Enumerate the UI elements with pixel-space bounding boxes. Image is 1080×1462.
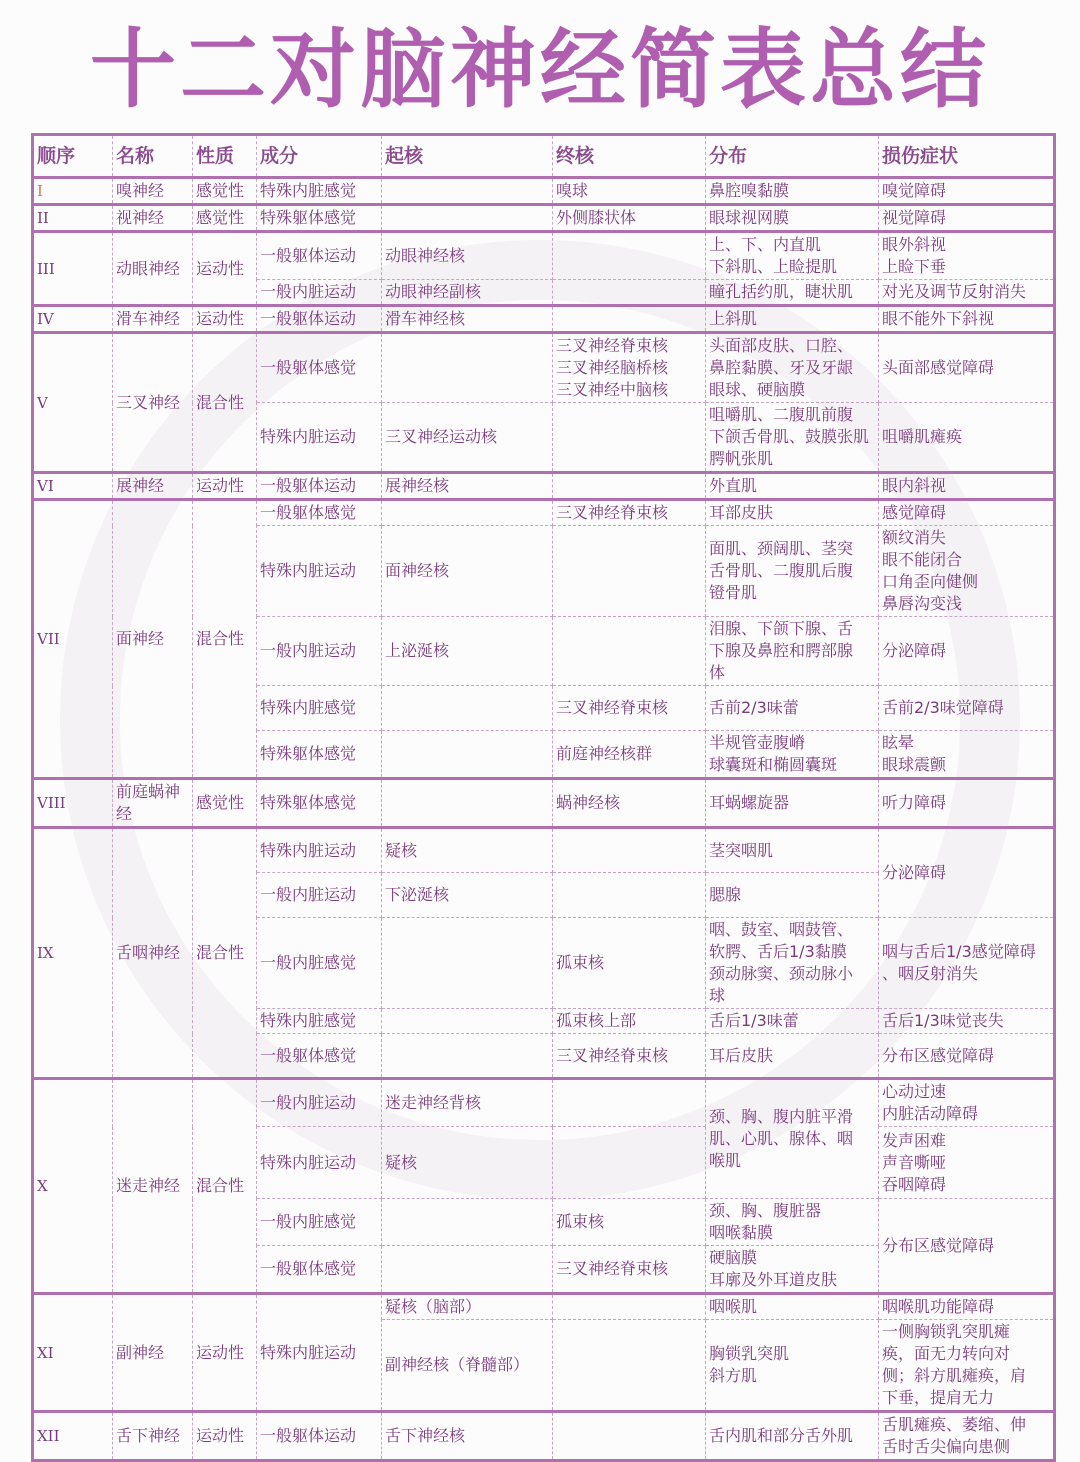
header-injury-symptoms: 损伤症状 [879, 135, 1055, 178]
table-cell [553, 873, 706, 918]
table-cell: 外直肌 [706, 473, 879, 500]
page-title: 十二对脑神经简表总结 [90, 20, 990, 120]
table-cell: 耳部皮肤 [706, 500, 879, 526]
table-row [33, 828, 1055, 873]
table-cell: 硬脑膜 耳廓及外耳道皮肤 [706, 1246, 879, 1294]
table-cell: 咀嚼肌、二腹肌前腹 下颌舌骨肌、鼓膜张肌 腭帆张肌 [706, 403, 879, 473]
table-cell [553, 403, 706, 473]
table-cell: 特殊躯体感觉 [257, 731, 382, 779]
table-cell: III [33, 232, 113, 306]
table-cell: IV [33, 306, 113, 333]
table-cell: 展神经 [113, 473, 193, 500]
table-cell: 眩晕 眼球震颤 [879, 731, 1055, 779]
header-distribution: 分布 [706, 135, 879, 178]
table-cell: 迷走神经 [113, 1079, 193, 1294]
table-cell: 茎突咽肌 [706, 828, 879, 873]
table-cell: 嗅神经 [113, 178, 193, 205]
table-cell: 分布区感觉障碍 [879, 1199, 1055, 1294]
table-cell: 滑车神经 [113, 306, 193, 333]
table-cell: 三叉神经脊束核 [553, 1034, 706, 1079]
table-cell: XII [33, 1412, 113, 1461]
table-cell [382, 333, 553, 403]
table-cell: 听力障碍 [879, 779, 1055, 828]
table-row [33, 473, 1055, 500]
table-cell: 感觉性 [193, 205, 257, 232]
table-cell: 运动性 [193, 473, 257, 500]
table-cell: 一般躯体运动 [257, 473, 382, 500]
table-cell: 舌前2/3味觉障碍 [879, 686, 1055, 731]
table-cell [382, 178, 553, 205]
table-cell: 发声困难 声音嘶哑 吞咽障碍 [879, 1127, 1055, 1199]
table-cell: 疑核 [382, 1127, 553, 1199]
table-cell: 对光及调节反射消失 [879, 280, 1055, 306]
table-cell: 孤束核上部 [553, 1009, 706, 1034]
table-cell: 混合性 [193, 1079, 257, 1294]
table-cell: 特殊内脏运动 [257, 1127, 382, 1199]
table-cell: 鼻腔嗅黏膜 [706, 178, 879, 205]
header-name: 名称 [113, 135, 193, 178]
table-cell: 头面部皮肤、口腔、 鼻腔黏膜、牙及牙龈 眼球、硬脑膜 [706, 333, 879, 403]
table-cell: 感觉障碍 [879, 500, 1055, 526]
table-cell: 特殊躯体感觉 [257, 779, 382, 828]
table-cell: 一般躯体感觉 [257, 1246, 382, 1294]
table-cell: 特殊内脏运动 [257, 1294, 382, 1412]
table-row [33, 1079, 1055, 1127]
table-cell [553, 1079, 706, 1127]
table-cell [382, 731, 553, 779]
table-cell: 一般内脏运动 [257, 1079, 382, 1127]
table-cell: 特殊内脏感觉 [257, 686, 382, 731]
table-cell: 一般躯体运动 [257, 1412, 382, 1461]
table-cell: 一般躯体感觉 [257, 500, 382, 526]
table-cell: 眼球视网膜 [706, 205, 879, 232]
table-row [33, 333, 1055, 403]
table-cell: 咽喉肌功能障碍 [879, 1294, 1055, 1320]
table-row [33, 1412, 1055, 1461]
table-row [33, 232, 1055, 280]
table-cell: 疑核（脑部） [382, 1294, 553, 1320]
header-row [33, 135, 1055, 178]
table-cell: 颈、胸、腹内脏平滑 肌、心肌、腺体、咽 喉肌 [706, 1079, 879, 1199]
table-cell: 运动性 [193, 232, 257, 306]
table-cell: VIII [33, 779, 113, 828]
table-cell: 眼内斜视 [879, 473, 1055, 500]
table-cell: 嗅觉障碍 [879, 178, 1055, 205]
table-cell: 混合性 [193, 333, 257, 473]
table-cell: 一般内脏运动 [257, 873, 382, 918]
table-cell: 咽、鼓室、咽鼓管、 软腭、舌后1/3黏膜 颈动脉窦、颈动脉小 球 [706, 918, 879, 1009]
table-cell: 下泌涎核 [382, 873, 553, 918]
table-cell: 混合性 [193, 828, 257, 1079]
table-cell: 咽与舌后1/3感觉障碍 、咽反射消失 [879, 918, 1055, 1009]
table-cell: 蜗神经核 [553, 779, 706, 828]
table-cell: 面神经 [113, 500, 193, 779]
table-cell: 外侧膝状体 [553, 205, 706, 232]
table-cell: 副神经 [113, 1294, 193, 1412]
header-order: 顺序 [33, 135, 113, 178]
table-cell: 咀嚼肌瘫痪 [879, 403, 1055, 473]
table-cell: 咽喉肌 [706, 1294, 879, 1320]
table-cell: XI [33, 1294, 113, 1412]
table-cell: 动眼神经副核 [382, 280, 553, 306]
header-origin-nucleus: 起核 [382, 135, 553, 178]
table-cell [553, 306, 706, 333]
table-cell [553, 473, 706, 500]
table-cell: 特殊内脏运动 [257, 526, 382, 617]
table-cell [553, 1412, 706, 1461]
table-cell [382, 500, 553, 526]
table-cell: 特殊躯体感觉 [257, 205, 382, 232]
table-row [33, 178, 1055, 205]
header-component: 成分 [257, 135, 382, 178]
table-cell: 三叉神经脊束核 [553, 500, 706, 526]
table-cell: 疑核 [382, 828, 553, 873]
table-cell: VI [33, 473, 113, 500]
table-cell: 额纹消失 眼不能闭合 口角歪向健侧 鼻唇沟变浅 [879, 526, 1055, 617]
header-nature: 性质 [193, 135, 257, 178]
table-cell [553, 617, 706, 686]
table-cell [553, 828, 706, 873]
table-cell: 运动性 [193, 1294, 257, 1412]
table-cell [382, 1199, 553, 1246]
table-cell: 舌咽神经 [113, 828, 193, 1079]
table-cell [553, 280, 706, 306]
table-cell [553, 1320, 706, 1412]
table-cell [382, 779, 553, 828]
table-body [33, 178, 1055, 1461]
table-cell: 分泌障碍 [879, 617, 1055, 686]
table-row [33, 1294, 1055, 1320]
table-cell [382, 1246, 553, 1294]
table-cell: 腮腺 [706, 873, 879, 918]
table-cell: 一般内脏运动 [257, 617, 382, 686]
table-cell: 头面部感觉障碍 [879, 333, 1055, 403]
table-cell: 特殊内脏运动 [257, 828, 382, 873]
table-cell: 三叉神经运动核 [382, 403, 553, 473]
table-cell: 孤束核 [553, 918, 706, 1009]
table-cell: 眼外斜视 上睑下垂 [879, 232, 1055, 280]
table-cell: 一般躯体感觉 [257, 1034, 382, 1079]
table-cell: 前庭神经核群 [553, 731, 706, 779]
table-cell: 舌下神经核 [382, 1412, 553, 1461]
table-row [33, 779, 1055, 828]
table-cell: 感觉性 [193, 779, 257, 828]
table-cell: 特殊内脏感觉 [257, 178, 382, 205]
table-cell [553, 1127, 706, 1199]
table-cell: 感觉性 [193, 178, 257, 205]
table-cell [553, 526, 706, 617]
table-cell: 运动性 [193, 1412, 257, 1461]
table-cell: 面肌、颈阔肌、茎突 舌骨肌、二腹肌后腹 镫骨肌 [706, 526, 879, 617]
table-cell: 运动性 [193, 306, 257, 333]
table-cell: I [33, 178, 113, 205]
table-cell: 心动过速 内脏活动障碍 [879, 1079, 1055, 1127]
table-cell: 副神经核（脊髓部） [382, 1320, 553, 1412]
table-cell [382, 686, 553, 731]
table-cell: 展神经核 [382, 473, 553, 500]
table-cell: 耳蜗螺旋器 [706, 779, 879, 828]
table-cell: 三叉神经 [113, 333, 193, 473]
table-cell: 泪腺、下颌下腺、舌 下腺及鼻腔和腭部腺 体 [706, 617, 879, 686]
table-cell: 混合性 [193, 500, 257, 779]
table-cell: 三叉神经脊束核 三叉神经脑桥核 三叉神经中脑核 [553, 333, 706, 403]
table-row [33, 500, 1055, 526]
table-cell: 面神经核 [382, 526, 553, 617]
table-cell [382, 205, 553, 232]
table-cell: 一般内脏感觉 [257, 1199, 382, 1246]
table-cell: 一般内脏感觉 [257, 918, 382, 1009]
table-cell: 分布区感觉障碍 [879, 1034, 1055, 1079]
table-cell: 上、下、内直肌 下斜肌、上睑提肌 [706, 232, 879, 280]
table-cell: 耳后皮肤 [706, 1034, 879, 1079]
table-cell: 三叉神经脊束核 [553, 1246, 706, 1294]
table-cell: 嗅球 [553, 178, 706, 205]
table-cell: 瞳孔括约肌，睫状肌 [706, 280, 879, 306]
table-cell: 滑车神经核 [382, 306, 553, 333]
table-cell: 一般躯体运动 [257, 232, 382, 280]
table-cell [553, 232, 706, 280]
table-cell: II [33, 205, 113, 232]
table-cell: 舌下神经 [113, 1412, 193, 1461]
table-cell: 三叉神经脊束核 [553, 686, 706, 731]
table-cell: 一般内脏运动 [257, 280, 382, 306]
table-cell: 颈、胸、腹脏器 咽喉黏膜 [706, 1199, 879, 1246]
table-cell: 特殊内脏运动 [257, 403, 382, 473]
table-cell: 舌肌瘫痪、萎缩、伸 舌时舌尖偏向患侧 [879, 1412, 1055, 1461]
table-cell: X [33, 1079, 113, 1294]
table-cell: 特殊内脏感觉 [257, 1009, 382, 1034]
table-cell: 舌后1/3味蕾 [706, 1009, 879, 1034]
table-cell: 一般躯体运动 [257, 306, 382, 333]
table-cell: 视神经 [113, 205, 193, 232]
table-cell: V [33, 333, 113, 473]
table-cell: 舌后1/3味觉丧失 [879, 1009, 1055, 1034]
table-cell: 上斜肌 [706, 306, 879, 333]
table-row [33, 205, 1055, 232]
table-cell: VII [33, 500, 113, 779]
header-terminal-nucleus: 终核 [553, 135, 706, 178]
table-cell [553, 1294, 706, 1320]
table-cell: 半规管壶腹嵴 球囊斑和椭圆囊斑 [706, 731, 879, 779]
table-cell: 分泌障碍 [879, 828, 1055, 918]
table-cell: 舌前2/3味蕾 [706, 686, 879, 731]
table-cell [382, 918, 553, 1009]
cranial-nerve-table [31, 133, 1056, 1462]
table-cell: 迷走神经背核 [382, 1079, 553, 1127]
table-cell: 孤束核 [553, 1199, 706, 1246]
table-cell: 一侧胸锁乳突肌瘫 痪，面无力转向对 侧；斜方肌瘫痪，肩 下垂，提肩无力 [879, 1320, 1055, 1412]
table-cell [382, 1009, 553, 1034]
table-cell: 上泌涎核 [382, 617, 553, 686]
table-cell: IX [33, 828, 113, 1079]
table-cell: 眼不能外下斜视 [879, 306, 1055, 333]
table-cell: 前庭蜗神 经 [113, 779, 193, 828]
table-cell: 视觉障碍 [879, 205, 1055, 232]
table-cell: 动眼神经核 [382, 232, 553, 280]
table-cell: 动眼神经 [113, 232, 193, 306]
table-cell [382, 1034, 553, 1079]
table-cell: 胸锁乳突肌 斜方肌 [706, 1320, 879, 1412]
table-row [33, 306, 1055, 333]
table-cell: 舌内肌和部分舌外肌 [706, 1412, 879, 1461]
table-cell: 一般躯体感觉 [257, 333, 382, 403]
